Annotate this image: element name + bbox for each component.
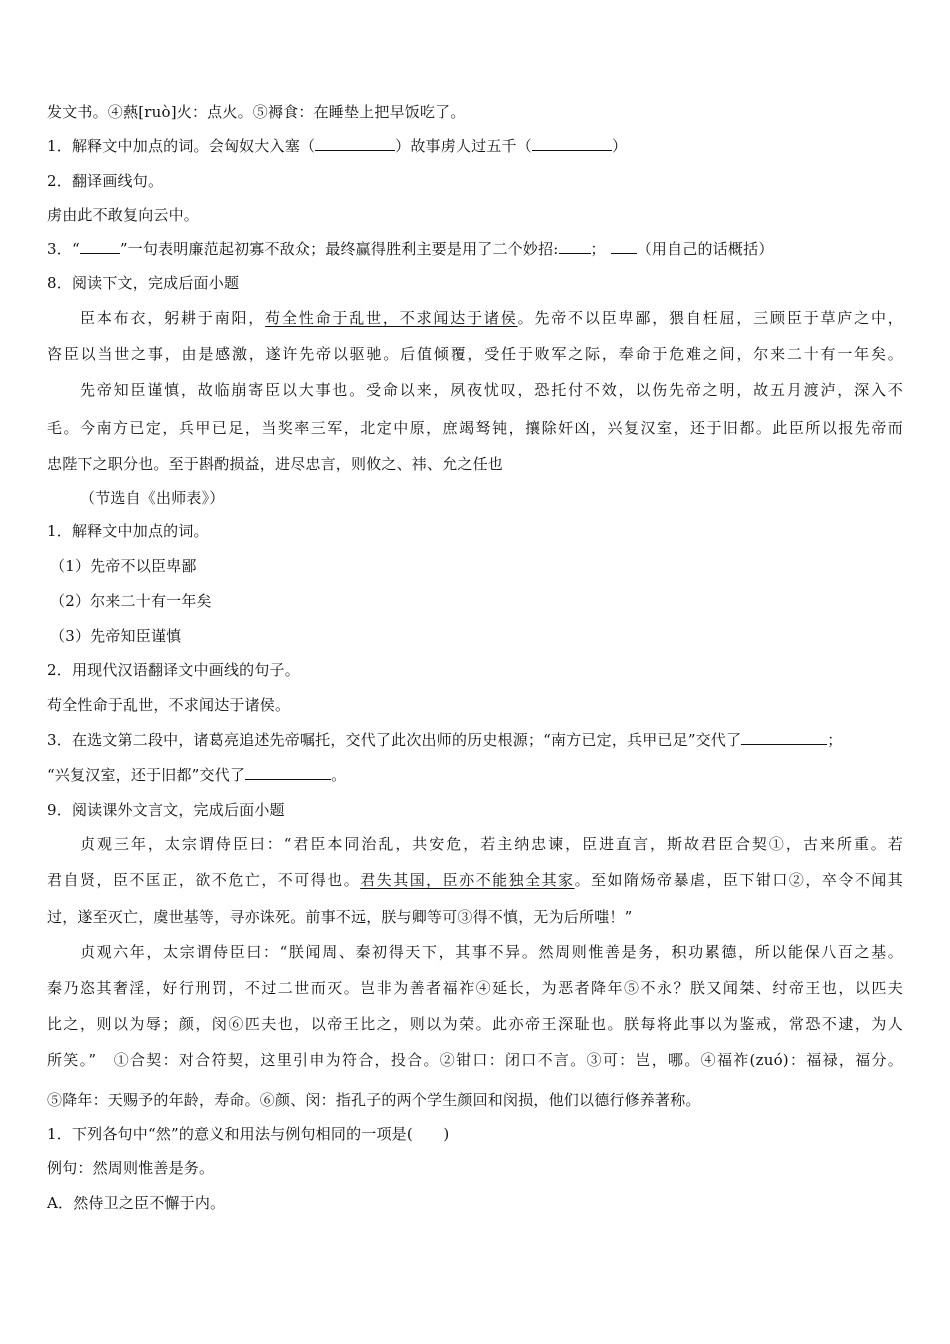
question-text: ） [611,137,628,155]
question-8-2: 2．用现代汉语翻译文中画线的句子。 [47,661,300,679]
translate-sentence: 虏由此不敢复向云中。 [47,206,200,224]
passage-9-line: 贞观六年，太宗谓侍臣曰：“朕闻周、秦初得天下，其事不异。然周则惟善是务，积功累德，所以能保八百之基。 [80,943,903,961]
passage-9-notes: ⑤降年：天赐予的年龄，寿命。⑥颜、闵：指孔子的两个学生颜回和闵损，他们以德行修养著称。 [47,1091,701,1109]
underlined-sentence: 君失其国，臣亦不能独全其家 [360,871,575,889]
answer-blank[interactable] [559,239,591,254]
passage-text: 君自贤，臣不匡正，欲不危亡，不可得也。 [47,871,361,889]
passage-9-line [47,870,903,890]
question-text: ； [590,240,606,258]
question-text: （用自己的话概括） [636,240,774,258]
passage-text: 。先帝不以臣卑鄙，猥自枉屈，三顾臣于草庐之中， [517,309,903,327]
question-8-1: 1．解释文中加点的词。 [47,522,209,540]
passage-8-line: 毛。今南方已定，兵甲已足，当奖率三军，北定中原，庶竭驽钝，攘除奸凶，兴复汉室，还于旧都。此臣所以报先帝而 [47,419,903,437]
question-8-3-cont [47,765,346,785]
question-2-translate: 2．翻译画线句。 [47,172,164,190]
option-a[interactable]: A．然侍卫之臣不懈于内。 [47,1194,226,1212]
question-3-summary [47,239,774,259]
example-sentence: 例句：然周则惟善是务。 [47,1159,215,1177]
answer-blank[interactable] [741,730,827,745]
question-8-1-item: （1）先帝不以臣卑鄙 [50,557,197,575]
question-text: “兴复汉室，还于旧都”交代了 [47,766,246,784]
translate-sentence: 苟全性命于乱世，不求闻达于诸侯。 [47,696,291,714]
answer-blank[interactable] [532,136,612,151]
passage-8-line: 咨臣以当世之事，由是感激，遂许先帝以驱驰。后值倾覆，受任于败军之际，奉命于危难之间，尔来二十有一年矣。 [47,345,903,363]
passage-8-line: 先帝知臣谨慎，故临崩寄臣以大事也。受命以来，夙夜忧叹，恐托付不效，以伤先帝之明，故五月渡泸，深入不 [80,381,903,399]
question-text: ”一句表明廉范起初寡不敌众；最终赢得胜利主要是用了二个妙招: [119,240,559,258]
answer-blank[interactable] [611,239,637,254]
question-text: 3．“ [47,240,80,258]
passage-8-line [80,308,903,328]
question-8-3 [47,730,843,750]
answer-blank[interactable] [80,239,120,254]
passage-9-line: 贞观三年，太宗谓侍臣曰：“君臣本同治乱，共安危，若主纳忠谏，臣进直言，斯故君臣合契①，古来所重。若 [80,835,903,853]
question-text: ； [827,731,843,749]
passage-9-line: 过，遂至灭亡，虞世基等，寻亦诛死。前事不远，朕与卿等可③得不慎，无为后所嗤！” [47,908,633,926]
passage-9-notes: 所笑。” ①合契：对合符契，这里引申为符合，投合。②钳口：闭口不言。③可：岂，哪。④福祚(zuó)：福禄，福分。 [47,1051,903,1069]
passage-9-line: 比之，则以为辱；颜，闵⑥匹夫也，以帝王比之，则以为荣。此亦帝王深耻也。朕每将此事以为鉴戒，常恐不逮，为人 [47,1015,903,1033]
underlined-sentence: 苟全性命于乱世，不求闻达于诸侯 [265,309,518,327]
section-8-heading: 8．阅读下文，完成后面小题 [47,274,240,292]
passage-source: （节选自《出师表》） [80,489,225,507]
question-text: 3．在选文第二段中，诸葛亮追述先帝嘱托，交代了此次出师的历史根源；“南方已定，兵甲已足”交代了 [47,731,742,749]
passage-8-line: 忠陛下之职分也。至于斟酌损益，进尽忠言，则攸之、祎、允之任也 [47,455,504,473]
question-8-1-item: （2）尔来二十有一年矣 [50,592,212,610]
passage-text: 。至如隋炀帝暴虐，臣下钳口②，卒令不闻其 [574,871,903,889]
question-text: 1．解释文中加点的词。会匈奴大入塞（ [47,137,316,155]
passage-text: 臣本布衣，躬耕于南阳， [80,309,266,327]
section-9-heading: 9．阅读课外文言文，完成后面小题 [47,801,285,819]
question-1-explain [47,136,627,156]
question-text: ）故事虏人过五千（ [395,137,532,155]
answer-blank[interactable] [245,765,331,780]
passage-9-line: 秦乃恣其奢淫，好行刑罚，不过二世而灭。岂非为善者福祚④延长，为恶者降年⑤不永？朕又闻桀、纣帝王也，以匹夫 [47,979,903,997]
question-9-1: 1．下列各句中“然”的意义和用法与例句相同的一项是( ) [47,1125,450,1143]
footnote-line: 发文书。④爇[ruò]火：点火。⑤褥食：在睡垫上把早饭吃了。 [47,103,466,121]
question-text: 。 [331,766,347,784]
question-8-1-item: （3）先帝知臣谨慎 [50,627,182,645]
answer-blank[interactable] [315,136,395,151]
